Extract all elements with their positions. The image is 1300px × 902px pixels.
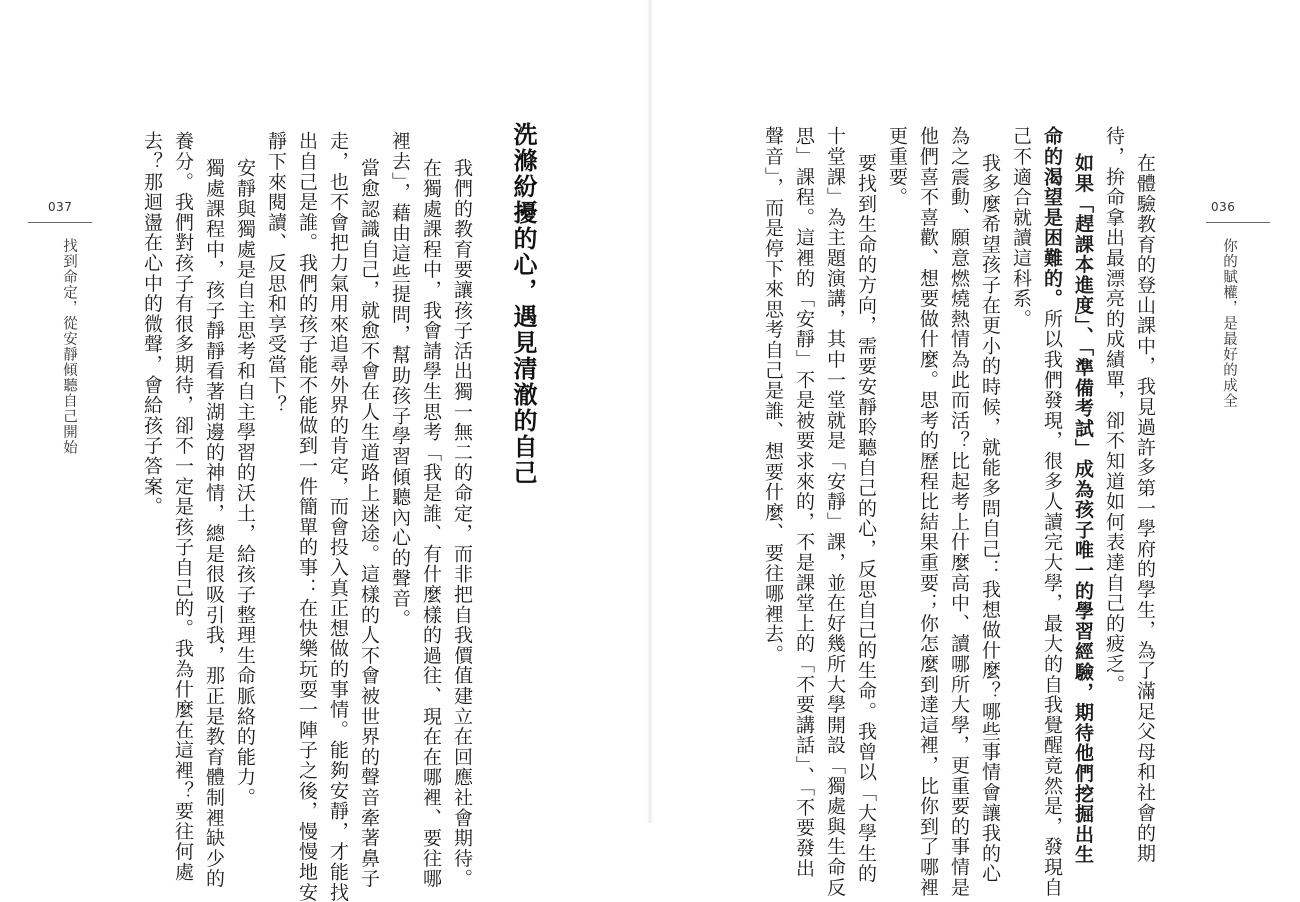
text-segment: 聲音」，而是停下來思考自己是誰、想要什麼、要往哪裡去。	[762, 126, 784, 665]
right-col-9	[884, 126, 910, 207]
right-col-6	[977, 153, 1003, 884]
running-head-right: 你的賦權，是最好的成全	[1221, 238, 1237, 409]
left-col-4	[356, 158, 382, 889]
left-col-2	[418, 158, 444, 889]
bold-text-segment: 如果「趕課本進度」、「準備考試」成為孩子唯一的學習經驗，期待他們挖掘出生	[1072, 153, 1094, 865]
right-col-12	[791, 126, 817, 878]
left-col-8	[232, 158, 258, 808]
text-segment: 己不適合就讀這科系。	[1010, 126, 1032, 329]
text-segment: 更重要。	[886, 126, 908, 208]
right-col-13	[760, 126, 786, 665]
text-segment: 養分。我們對孩子有很多期待，卻不一定是孩子自己的。我為什麼在這裡？要往何處	[172, 131, 194, 883]
running-head-left: 找到命定，從安靜傾聽自己開始	[61, 238, 77, 455]
section-heading: 洗滌紛擾的心，遇見清澈的自己	[509, 122, 537, 486]
right-col-4	[1039, 126, 1065, 897]
text-segment: 去？那迴盪在心中的微聲，會給孩子答案。	[141, 131, 163, 517]
text-segment: 他們喜不喜歡、想要做什麼。思考的歷程比結果重要；你怎麼到達這裡，比你到了哪裡	[917, 126, 939, 898]
page-number-left: 037	[48, 200, 73, 214]
left-col-7	[263, 131, 289, 415]
right-col-11	[822, 126, 848, 897]
right-col-5	[1008, 126, 1034, 329]
text-segment: 裡去」，藉由這些提問，幫助孩子學習傾聽內心的聲音。	[389, 131, 411, 629]
left-col-11	[139, 131, 165, 517]
right-col-7	[946, 126, 972, 897]
text-segment: 在獨處課程中，我會請學生思考「我是誰、有什麼樣的過往、現在在哪裡、要往哪	[420, 158, 442, 889]
text-segment: 走，也不會把力氣用來追尋外界的肯定，而會投入真正想做的事情。能夠安靜，才能找	[327, 131, 349, 902]
text-segment: 當愈認識自己，就愈不會在人生道路上迷途。這樣的人不會被世界的聲音牽著鼻子	[358, 158, 380, 889]
text-segment: 出自己是誰。我們的孩子能不能做到一件簡單的事：在快樂玩耍一陣子之後，慢慢地安	[296, 131, 318, 902]
left-col-1	[449, 158, 475, 889]
left-col-9	[201, 158, 227, 889]
running-head-rule-left	[28, 222, 92, 223]
left-col-3	[387, 131, 413, 629]
text-segment: 所以我們發現，很多人讀完大學，最大的自我覺醒竟然是，發現自	[1041, 308, 1063, 898]
text-segment: 我多麼希望孩子在更小的時候，就能多問自己：我想做什麼？哪些事情會讓我的心	[979, 153, 1001, 884]
text-segment: 安靜與獨處是自主思考和自主學習的沃土，給孩子整理生命脈絡的能力。	[234, 158, 256, 808]
left-col-5	[325, 131, 351, 902]
right-page	[650, 0, 1300, 898]
right-col-8	[915, 126, 941, 897]
text-segment: 要找到生命的方向，需要安靜聆聽自己的心，反思自己的生命。我曾以「大學生的	[855, 153, 877, 884]
text-segment: 我們的教育要讓孩子活出獨一無二的命定，而非把自我價值建立在回應社會期待。	[451, 158, 473, 889]
right-col-1	[1132, 153, 1158, 864]
right-col-10	[853, 153, 879, 884]
page-number-right: 036	[1211, 200, 1236, 214]
text-segment: 靜下來閱讀、反思和享受當下？	[265, 131, 287, 416]
text-segment: 思」課程。這裡的「安靜」不是被要求來的，不是課堂上的「不要講話」、「不要發出	[793, 126, 815, 879]
text-segment: 在體驗教育的登山課中，我見過許多第一學府的學生，為了滿足父母和社會的期	[1134, 153, 1156, 864]
right-col-3	[1070, 153, 1096, 865]
text-segment: 十堂課」為主題演講，其中一堂就是「安靜」課，並在好幾所大學開設「獨處與生命反	[824, 126, 846, 898]
bold-text-segment: 命的渴望是困難的。	[1041, 126, 1063, 309]
text-segment: 獨處課程中，孩子靜靜看著湖邊的神情，總是很吸引我，那正是教育體制裡缺少的	[203, 158, 225, 889]
left-col-6	[294, 131, 320, 902]
text-segment: 待，拚命拿出最漂亮的成績單，卻不知道如何表達自己的疲乏。	[1103, 126, 1125, 695]
text-segment: 為之震動、願意燃燒熱情為此而活？比起考上什麼高中、讀哪所大學，更重要的事情是	[948, 126, 970, 898]
running-head-rule-right	[1206, 222, 1270, 223]
left-col-10	[170, 131, 196, 882]
right-col-2	[1101, 126, 1127, 694]
